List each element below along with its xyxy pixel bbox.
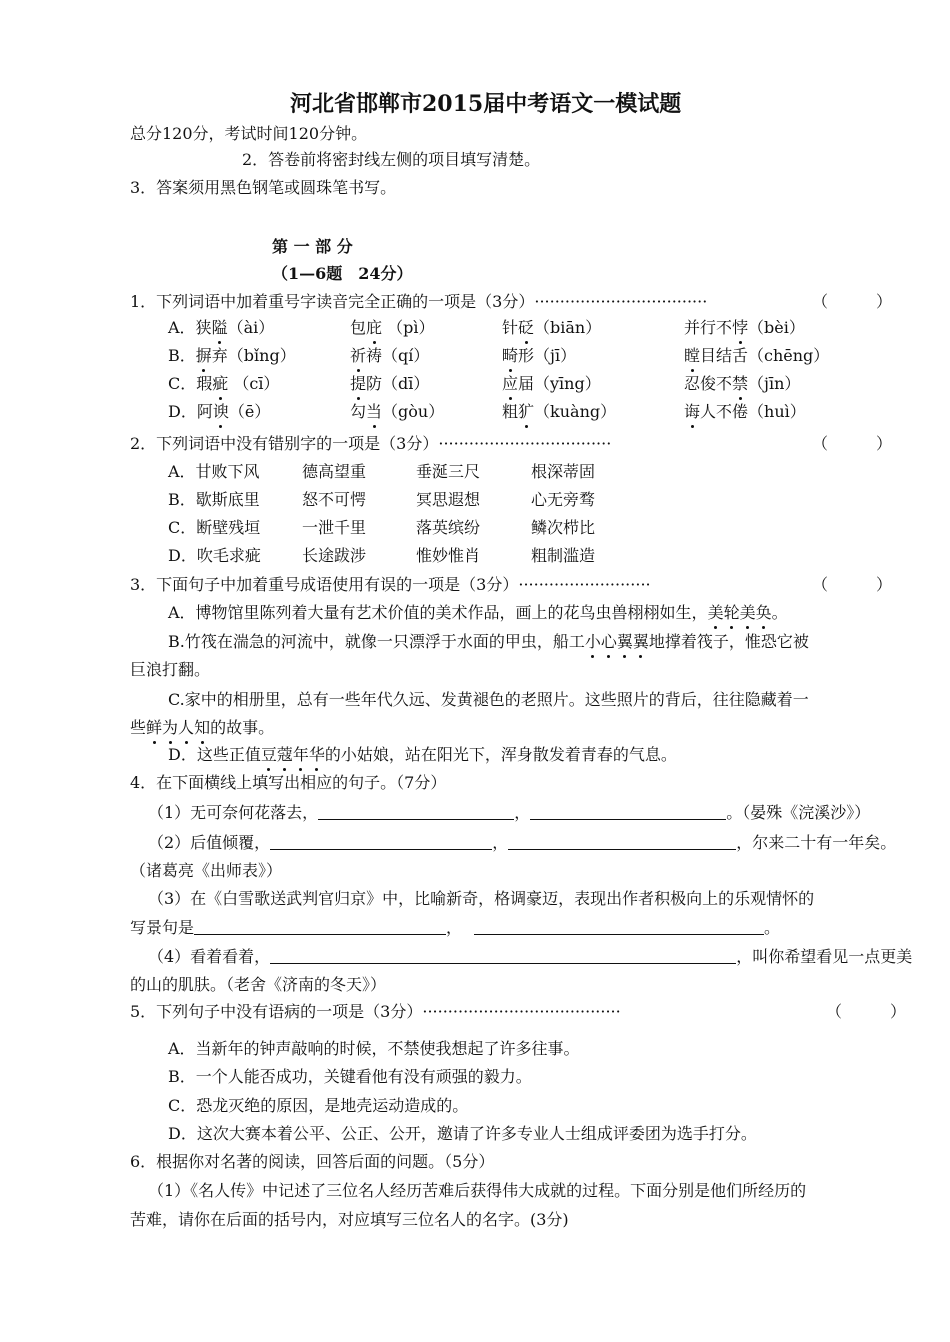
q1-b-2: 祈祷（qí） xyxy=(350,346,430,365)
q1-leader: ·································· xyxy=(534,292,708,311)
q3-stem xyxy=(130,575,651,595)
part-range: （1—6题 24分） xyxy=(272,264,413,283)
q1-c-2: 提防（dī） xyxy=(350,374,430,393)
q4-sentence-1 xyxy=(148,803,870,823)
q2-b-1: B．歇斯底里 xyxy=(168,490,260,509)
q5-option-a: A．当新年的钟声敲响的时候，不禁使我想起了许多往事。 xyxy=(168,1039,580,1058)
q2-b-2: 怒不可愕 xyxy=(302,490,367,509)
q3-option-b-line1: B.竹筏在湍急的河流中，就像一只漂浮于水面的甲虫，船工小心翼翼地撑着筏子，惟恐它被 xyxy=(168,632,809,651)
q6-p1-line2: 苦难，请你在后面的括号内，对应填写三位名人的名字。(3分) xyxy=(130,1210,569,1229)
q4-s1-blank-a[interactable] xyxy=(318,803,514,820)
q1-b-3: 畸形（jī） xyxy=(502,346,577,365)
q4-s2-blank-a[interactable] xyxy=(270,833,492,850)
q1-b-4: 瞠目结舌（chēng） xyxy=(684,346,830,365)
q5-stem xyxy=(130,1002,621,1022)
q2-b-3: 冥思遐想 xyxy=(416,490,481,509)
q2-a-4: 根深蒂固 xyxy=(531,462,596,481)
q1-a-3: 针砭（biān） xyxy=(502,318,602,337)
q5-option-c: C．恐龙灭绝的原因，是地壳运动造成的。 xyxy=(168,1096,469,1115)
instruction-total: 总分120分，考试时间120分钟。 xyxy=(130,124,368,143)
q1-answer-paren[interactable]: （ ） xyxy=(812,292,893,311)
q4-s3-line1: （3）在《白雪歌送武判官归京》中，比喻新奇，格调豪迈，表现出作者积极向上的乐观情怀的 xyxy=(148,889,815,908)
q4-s2-blank-b[interactable] xyxy=(508,833,736,850)
instruction-3: 3．答案须用黑色钢笔或圆珠笔书写。 xyxy=(130,178,397,197)
q2-d-1: D．吹毛求疵 xyxy=(168,546,261,565)
part-heading: 第 一 部 分 xyxy=(272,237,353,256)
q3-option-c-line1: C.家中的相册里，总有一些年代久远、发黄褪色的老照片。这些照片的背后，往往隐藏着一 xyxy=(168,690,809,709)
q6-stem: 6．根据你对名著的阅读，回答后面的问题。（5分） xyxy=(130,1152,495,1171)
q1-d-3: 粗犷（kuàng） xyxy=(502,402,617,421)
q2-a-2: 德高望重 xyxy=(302,462,367,481)
q3-leader: ·························· xyxy=(518,575,651,594)
q3-option-d: D．这些正值豆蔻年华的小姑娘，站在阳光下，浑身散发着青春的气息。 xyxy=(168,745,677,764)
q1-c-3: 应届（yīng） xyxy=(502,374,601,393)
q4-sentence-3 xyxy=(130,918,780,938)
q2-stem xyxy=(130,434,611,454)
q4-s2-mid: ， xyxy=(492,833,509,852)
q4-s4-pre: （4）看着看着， xyxy=(148,947,271,966)
q2-c-4: 鳞次栉比 xyxy=(531,518,596,537)
q4-s3-mid: ， xyxy=(446,918,463,937)
q4-s4-blank[interactable] xyxy=(270,947,736,964)
q2-d-4: 粗制滥造 xyxy=(531,546,596,565)
q3-stem-text: 3．下面句子中加着重号成语使用有误的一项是（3分） xyxy=(130,575,519,594)
q4-s2-post: ，尔来二十有一年矣。 xyxy=(736,833,897,852)
q1-d-2: 勾当（gòu） xyxy=(350,402,445,421)
q4-sentence-4 xyxy=(148,947,912,967)
q3-option-a: A．博物馆里陈列着大量有艺术价值的美术作品，画上的花鸟虫兽栩栩如生，美轮美奂。 xyxy=(168,603,788,622)
q6-p1-line1: （1）《名人传》中记述了三位名人经历苦难后获得伟大成就的过程。下面分别是他们所经历的 xyxy=(148,1181,807,1200)
page-title: 河北省邯郸市2015届中考语文一模试题 xyxy=(290,91,682,117)
q2-c-3: 落英缤纷 xyxy=(416,518,481,537)
q3-option-b-line2: 巨浪打翻。 xyxy=(130,660,211,679)
q1-d-1: D．阿谀（ē） xyxy=(168,402,271,421)
q1-a-4: 并行不悖（bèi） xyxy=(684,318,805,337)
q4-s1-mid: ， xyxy=(514,803,531,822)
q2-d-2: 长途跋涉 xyxy=(302,546,367,565)
q5-option-d: D．这次大赛本着公平、公正、公开，邀请了许多专业人士组成评委团为选手打分。 xyxy=(168,1124,757,1143)
q1-stem xyxy=(130,292,707,312)
q2-answer-paren[interactable]: （ ） xyxy=(812,434,893,453)
q2-b-4: 心无旁骛 xyxy=(531,490,596,509)
q4-s3-post: 。 xyxy=(764,918,781,937)
q4-s1-post: 。（晏殊《浣溪沙》） xyxy=(726,803,871,822)
q3-option-c-line2: 些鲜为人知的故事。 xyxy=(130,718,275,737)
q2-leader: ·································· xyxy=(438,434,612,453)
q1-a-1: A．狭隘（ài） xyxy=(168,318,275,337)
q5-answer-paren[interactable]: （ ） xyxy=(826,1002,907,1021)
q4-s2-source: （诸葛亮《出师表》） xyxy=(130,861,283,880)
q2-c-1: C．断壁残垣 xyxy=(168,518,261,537)
q4-stem: 4．在下面横线上填写出相应的句子。（7分） xyxy=(130,773,447,792)
q2-c-2: 一泄千里 xyxy=(302,518,367,537)
q2-stem-text: 2．下列词语中没有错别字的一项是（3分） xyxy=(130,434,439,453)
q4-sentence-2 xyxy=(148,833,896,853)
q1-b-1: B．摒弃（bǐng） xyxy=(168,346,296,365)
q3-answer-paren[interactable]: （ ） xyxy=(812,575,893,594)
q4-s1-blank-b[interactable] xyxy=(530,803,726,820)
q2-d-3: 惟妙惟肖 xyxy=(416,546,481,565)
q1-a-2: 包庇 （pì） xyxy=(350,318,435,337)
q4-s4-post: ，叫你希望看见一点更美 xyxy=(736,947,913,966)
q4-s2-pre: （2）后值倾覆， xyxy=(148,833,271,852)
q1-stem-text: 1．下列词语中加着重号字读音完全正确的一项是（3分） xyxy=(130,292,535,311)
q4-s3-blank-b[interactable] xyxy=(474,918,764,935)
q4-s3-blank-a[interactable] xyxy=(194,918,446,935)
q1-c-1: C．瑕疵 （cī） xyxy=(168,374,280,393)
q2-a-3: 垂涎三尺 xyxy=(416,462,481,481)
q5-leader: ······································· xyxy=(422,1002,621,1021)
q5-option-b: B．一个人能否成功，关键看他有没有顽强的毅力。 xyxy=(168,1067,532,1086)
q4-s4-line2: 的山的肌肤。（老舍《济南的冬天》） xyxy=(130,975,387,994)
q4-s3-pre: 写景句是 xyxy=(130,918,195,937)
q2-a-1: A．甘败下风 xyxy=(168,462,260,481)
q5-stem-text: 5．下列句子中没有语病的一项是（3分） xyxy=(130,1002,423,1021)
instruction-2: 2．答卷前将密封线左侧的项目填写清楚。 xyxy=(242,150,541,169)
q1-d-4: 诲人不倦（huì） xyxy=(684,402,806,421)
q1-c-4: 忍俊不禁（jīn） xyxy=(684,374,801,393)
q4-s1-pre: （1）无可奈何花落去， xyxy=(148,803,319,822)
